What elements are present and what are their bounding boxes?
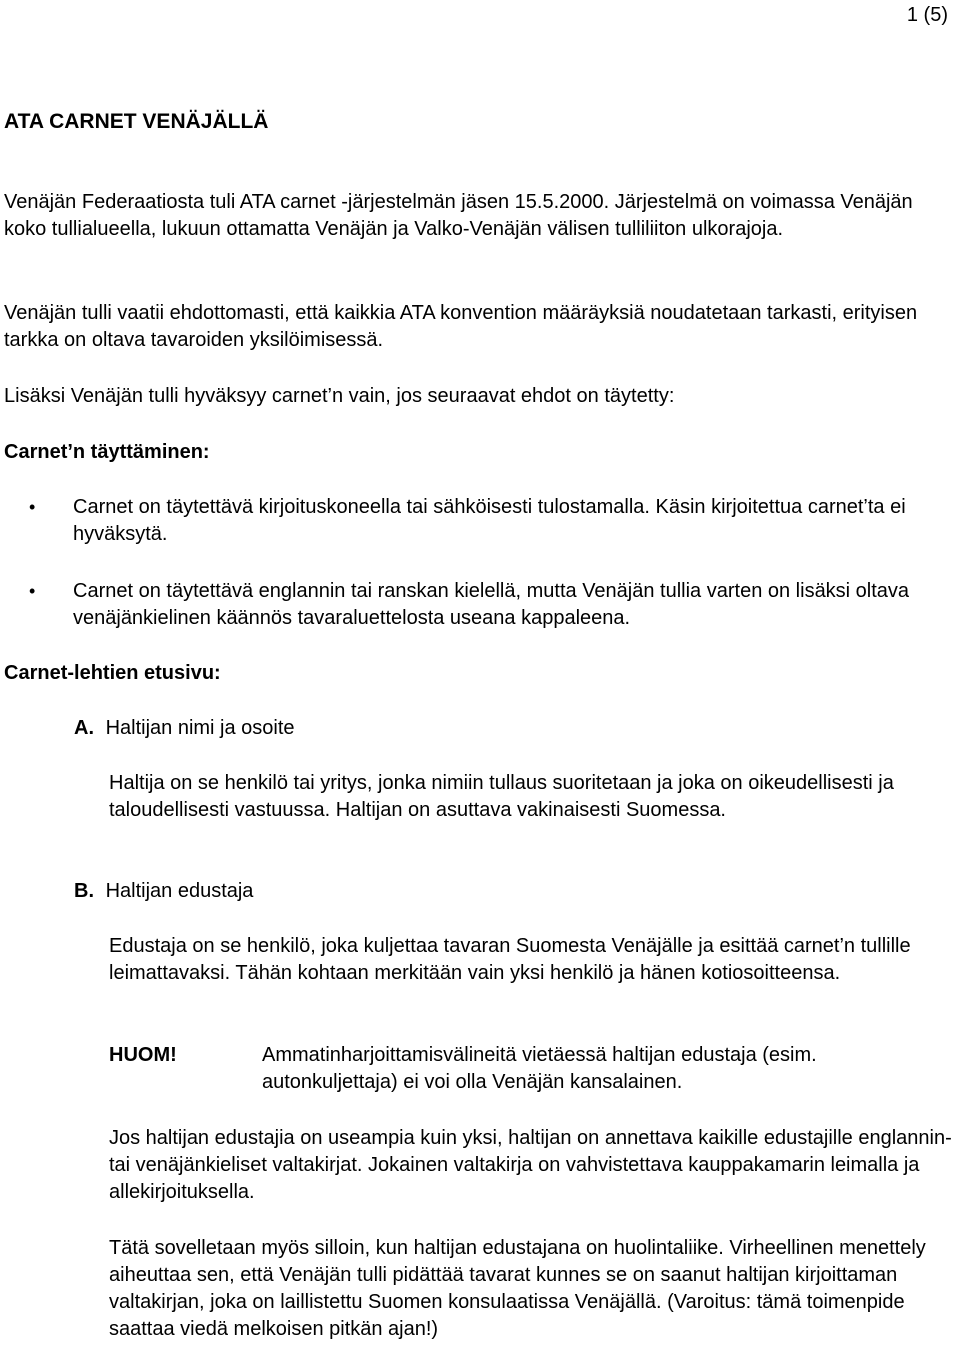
bullet-text: Carnet on täytettävä englannin tai ranskan kielellä, mutta Venäjän tullia varten on lisäksi oltava venäjänkielinen käännös tavaraluettelosta useana kappaleena. — [73, 580, 910, 629]
note-label: HUOM! — [109, 1044, 177, 1066]
bullet-item — [4, 578, 954, 632]
intro-paragraph-3: Lisäksi Venäjän tulli hyväksyy carnet’n vain, jos seuraavat ehdot on täytetty: — [4, 385, 675, 407]
intro-paragraph-1: Venäjän Federaatiosta tuli ATA carnet -järjestelmän jäsen 15.5.2000. Järjestelmä on voimassa Venäjän koko tullialueella, lukuun ottamatta Venäjän ja Valko-Venäjän välisen tulliliiton ulkorajoja. — [4, 191, 913, 240]
multiple-representatives-paragraph: Jos haltijan edustajia on useampia kuin yksi, haltijan on annettava kaikille edustajille englannin- tai venäjänkieliset valtakirjat. Jokainen valtakirja on vahvistettava kauppakamarin leimalla ja allekirjoituksella. — [109, 1127, 952, 1203]
bullet-text: Carnet on täytettävä kirjoituskoneella tai sähköisesti tulostamalla. Käsin kirjoitettua carnet’ta ei hyväksytä. — [73, 496, 906, 545]
note-text: Ammatinharjoittamisvälineitä vietäessä haltijan edustaja (esim. autonkuljettaja) ei voi olla Venäjän kansalainen. — [262, 1044, 817, 1093]
section-a-letter: A. — [74, 717, 94, 739]
section-b-heading — [74, 878, 253, 905]
section-a-text: Haltija on se henkilö tai yritys, jonka nimiin tullaus suoritetaan ja joka on oikeudellisesti ja taloudellisesti vastuussa. Haltijan on asuttava vakinaisesti Suomessa. — [109, 772, 894, 821]
section-b-letter: B. — [74, 880, 94, 902]
section-a-heading — [74, 715, 295, 742]
bullet-item — [4, 494, 954, 548]
document-title: ATA CARNET VENÄJÄLLÄ — [4, 110, 269, 133]
section-b-title: Haltijan edustaja — [105, 880, 254, 902]
intro-paragraph-2: Venäjän tulli vaatii ehdottomasti, että kaikkia ATA konvention määräyksiä noudatetaan tarkasti, erityisen tarkka on oltava tavaroiden yksilöimisessä. — [4, 302, 918, 351]
front-heading: Carnet-lehtien etusivu: — [4, 662, 221, 684]
bullet-icon: • — [29, 497, 36, 517]
forwarder-paragraph: Tätä sovelletaan myös silloin, kun haltijan edustajana on huolintaliike. Virheellinen menettely aiheuttaa sen, että Venäjän tulli pidättää tavarat kunnes se on saanut haltijan kirjoittaman valtakirjan, joka on laillistettu Suomen konsulaatissa Venäjällä. (Varoitus: tämä toimenpide saattaa viedä melkoisen pitkän ajan!) — [109, 1237, 926, 1340]
section-b-text: Edustaja on se henkilö, joka kuljettaa tavaran Suomesta Venäjälle ja esittää carnet’n tullille leimattavaksi. Tähän kohtaan merkitään vain yksi henkilö ja hänen kotiosoitteensa. — [109, 935, 911, 984]
bullet-icon: • — [29, 581, 36, 601]
filling-heading: Carnet’n täyttäminen: — [4, 441, 210, 463]
section-a-title: Haltijan nimi ja osoite — [105, 717, 295, 739]
page-number: 1 (5) — [906, 4, 948, 26]
